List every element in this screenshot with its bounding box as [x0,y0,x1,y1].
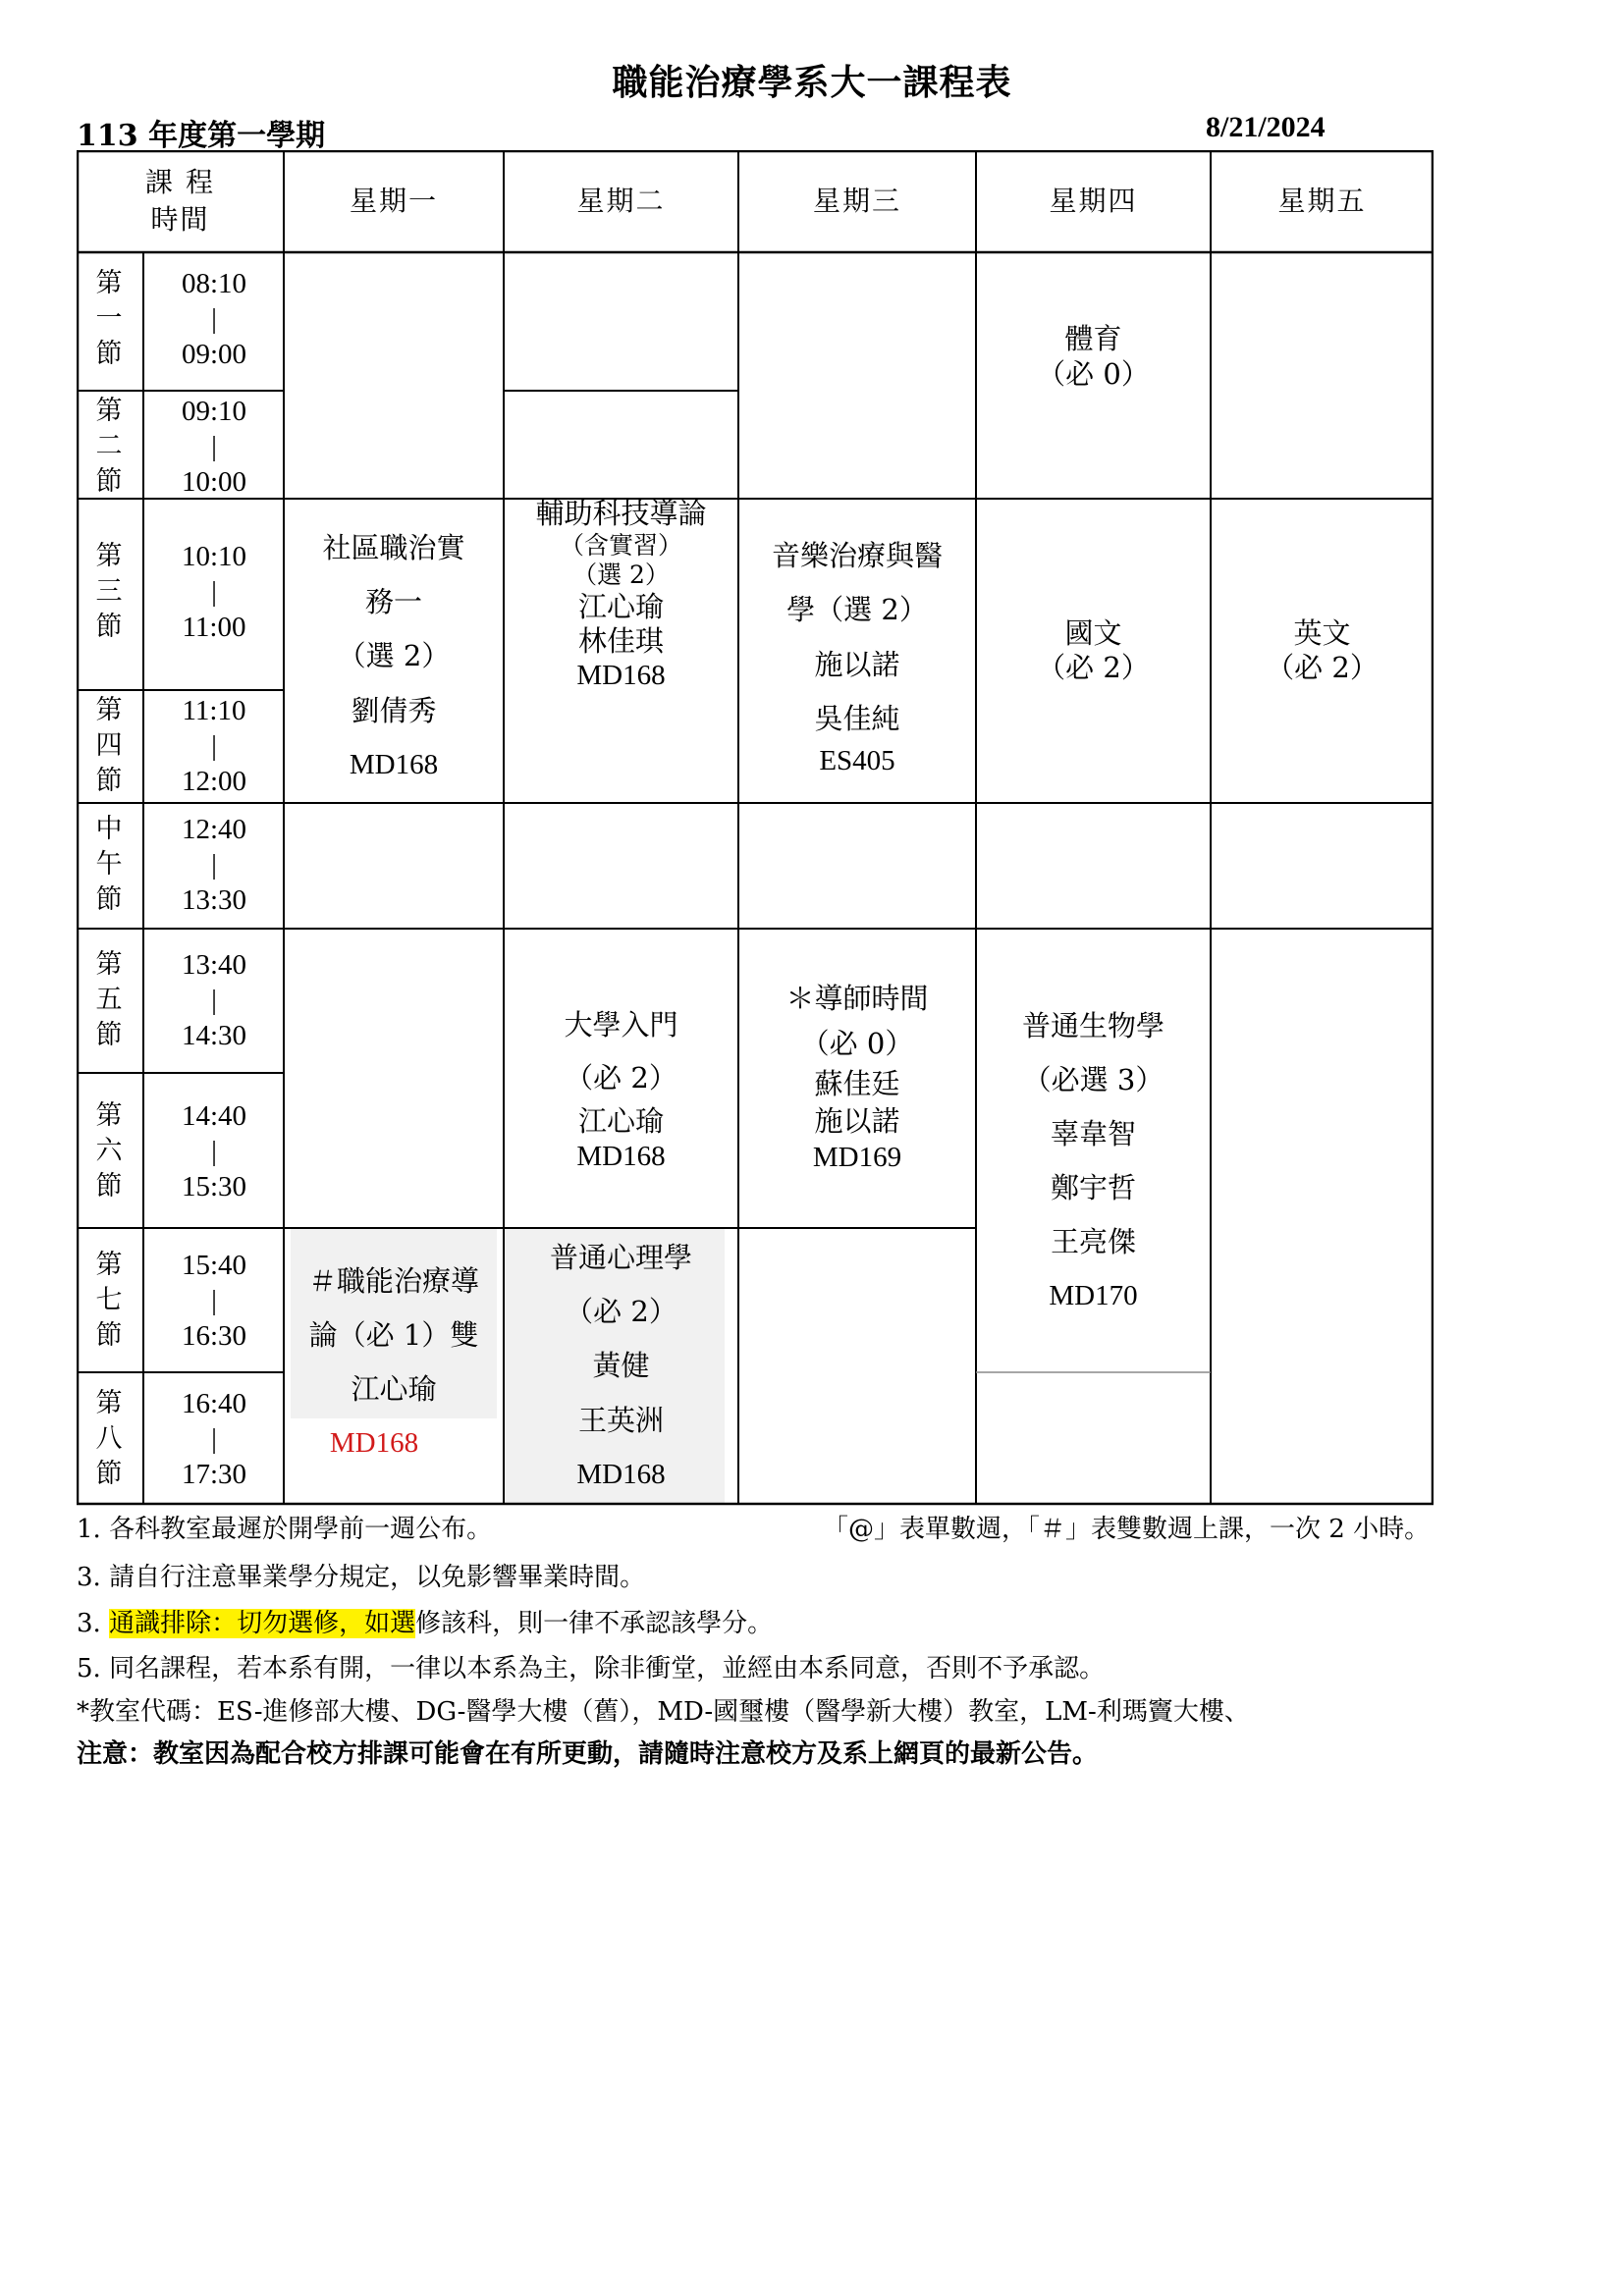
period-end: 11:00 [182,612,246,643]
timetable [77,150,1434,1505]
course-line: 體育 [1064,321,1122,355]
period-char: 五 [95,985,123,1015]
period-char: 午 [95,849,123,880]
period-char: 節 [95,466,123,497]
period-char: 第 [95,949,123,980]
course-line: （必選 3） [1022,1062,1164,1096]
course-line: 施以諾 [814,1103,900,1138]
period-char: 節 [95,339,123,369]
period-time-5 [145,947,283,1053]
course-line: （必 2） [1266,651,1379,684]
course-line: 大學入門 [564,1008,678,1042]
course-thu-biology [976,965,1211,1358]
note-4: 5. 同名課程，若本系有開，一律以本系為主，除非衝堂，並經由本系同意，否則不予承認。 [77,1654,1106,1683]
course-line: 王英洲 [577,1403,664,1437]
period-sep: | [211,1136,217,1167]
period-char: 八 [95,1423,123,1454]
course-line: MD168 [576,659,666,691]
note-1: 1. 各科教室最遲於開學前一週公布。 [77,1515,493,1544]
period-char: 節 [95,1459,123,1489]
corner-header [77,150,284,252]
period-char: 第 [95,268,123,298]
date-label: 8/21/2024 [1206,111,1326,143]
course-line: 普通心理學 [549,1241,692,1275]
day-header-thu: 星期四 [1049,185,1138,218]
period-char: 第 [95,396,123,426]
period-label-1 [77,266,141,372]
course-line: 輔助科技導論 [535,497,707,531]
period-char: 六 [95,1136,123,1166]
period-start: 13:40 [181,949,247,981]
day-header-mon: 星期一 [349,185,438,218]
period-start: 09:10 [181,396,247,427]
period-end: 12:00 [181,766,247,797]
period-char: 節 [95,612,123,642]
corner-line1: 課 程 [145,166,215,199]
course-line: （含實習） [559,531,682,561]
day-header-tue: 星期二 [576,185,666,218]
period-label-5 [77,947,141,1053]
period-sep: | [211,431,217,462]
period-sep: | [211,849,217,881]
course-thu-pe [976,317,1211,396]
note-2: 3. 請自行注意畢業學分規定，以免影響畢業時間。 [77,1563,646,1592]
period-char: 二 [95,431,123,461]
period-char: 中 [95,814,123,844]
period-char: 節 [95,1020,123,1050]
period-start: 10:10 [181,541,247,572]
course-line: 學（選 2） [786,593,928,627]
note-3-rest: 修該科，則一律不承認該學分。 [415,1609,774,1638]
course-line: 施以諾 [814,647,900,681]
course-tue-intro-univ [504,975,738,1201]
course-line: （必 0） [800,1027,914,1061]
term-label: 113 年度第一學期 [77,119,326,153]
course-line: ES405 [819,744,895,776]
course-line: 江心瑜 [577,1104,664,1139]
period-end: 15:30 [181,1171,247,1202]
period-label-2 [77,394,141,500]
period-time-3 [145,539,283,645]
period-sep: | [211,730,217,762]
page-title: 職能治療學系大一課程表 [612,62,1012,103]
course-line: 論（必 1）雙 [308,1317,479,1352]
period-char: 三 [95,576,123,607]
period-time-8 [145,1386,283,1492]
period-char: 節 [95,1171,123,1201]
course-line: 蘇佳廷 [814,1066,900,1100]
note-week-legend: 「@」表單數週，「＃」表雙數週上課，一次 2 小時。 [823,1515,1431,1544]
course-line: （必 2） [565,1060,677,1095]
course-line: （必 2） [1037,651,1150,684]
day-header-wed: 星期三 [812,185,901,218]
period-end: 10:00 [181,466,247,498]
period-start: 14:40 [181,1100,247,1132]
period-label-3 [77,539,141,645]
period-label-8 [77,1386,141,1492]
period-label-noon [77,812,141,918]
period-char: 七 [95,1285,123,1315]
course-line: 務一 [364,585,422,619]
course-line: 辜韋智 [1050,1116,1136,1150]
course-line: （選 2） [572,561,670,590]
course-tue-psychology [504,1228,738,1505]
course-line: 王亮傑 [1050,1225,1136,1259]
note-6: 注意：教室因為配合校方排課可能會在有所更動，請隨時注意校方及系上網頁的最新公告。 [77,1739,1099,1769]
course-thu-chinese [976,612,1211,690]
corner-line2: 時間 [150,203,210,236]
course-line: 國文 [1064,616,1122,651]
note-3 [77,1603,773,1639]
day-header-fri: 星期五 [1277,185,1367,218]
course-line: 江心瑜 [577,590,664,624]
period-sep: | [211,1423,217,1455]
period-time-7 [145,1248,283,1354]
course-wed-mentor [738,963,976,1189]
period-label-4 [77,693,141,799]
course-fri-english [1211,612,1434,690]
period-end: 17:30 [181,1459,247,1490]
course-line: 林佳琪 [577,624,664,658]
period-label-7 [77,1248,141,1354]
period-end: 09:00 [181,339,247,370]
period-end: 13:30 [181,884,247,916]
period-start: 15:40 [181,1250,247,1281]
period-time-6 [145,1098,283,1204]
note-3-highlight: 通識排除：切勿選修，如選 [109,1609,416,1638]
note-3-prefix: 3. [77,1609,110,1638]
period-char: 第 [95,541,123,571]
course-line: MD168 [349,748,439,780]
period-char: 節 [95,884,123,915]
period-time-1 [145,266,283,372]
note-5: *教室代碼：ES-進修部大樓、DG-醫學大樓（舊），MD-國璽樓（醫學新大樓）教室，LM-利瑪竇大樓、 [77,1697,1250,1727]
course-line: （必 2） [565,1295,677,1329]
period-time-4 [145,693,283,799]
period-char: 第 [95,695,123,725]
course-line: ＃職能治療導 [307,1263,479,1298]
period-char: 第 [95,1100,123,1131]
course-line: 英文 [1293,616,1351,651]
course-tue-assistive [504,482,738,708]
course-line: 普通生物學 [1021,1008,1164,1042]
period-sep: | [211,985,217,1016]
course-line: （必 0） [1037,357,1150,391]
course-line: 劉倩秀 [351,693,437,727]
course-line: 音樂治療與醫 [771,539,943,573]
period-char: 第 [95,1250,123,1280]
period-end: 14:30 [181,1020,247,1051]
period-sep: | [211,576,217,608]
course-mon-community [284,519,504,794]
period-char: 四 [95,730,123,761]
course-line: ＊導師時間 [785,982,929,1016]
period-start: 11:10 [182,695,246,726]
course-line: 吳佳純 [814,701,900,735]
course-line: （選 2） [337,639,451,673]
course-line: MD168 [576,1458,666,1490]
period-sep: | [211,1285,217,1316]
period-char: 節 [95,766,123,796]
course-line: MD168 [576,1141,666,1173]
period-time-2 [145,394,283,500]
course-line: 鄭宇哲 [1050,1171,1136,1204]
course-line: 江心瑜 [351,1372,437,1406]
period-sep: | [211,303,217,335]
course-line: MD169 [812,1142,902,1174]
period-time-noon [145,812,283,918]
period-start: 16:40 [181,1388,247,1419]
course-line: 社區職治實 [322,531,465,565]
period-char: 第 [95,1388,123,1418]
course-wed-music [738,523,976,783]
course-line: 黃健 [592,1349,650,1383]
period-start: 12:40 [181,814,247,845]
period-end: 16:30 [181,1320,247,1352]
course-line: MD170 [1049,1280,1138,1312]
course-room-red: MD168 [329,1427,419,1460]
course-mon-ot-intro [284,1240,504,1485]
period-char: 一 [95,303,123,334]
period-label-6 [77,1098,141,1204]
period-char: 節 [95,1320,123,1351]
period-start: 08:10 [181,268,247,299]
